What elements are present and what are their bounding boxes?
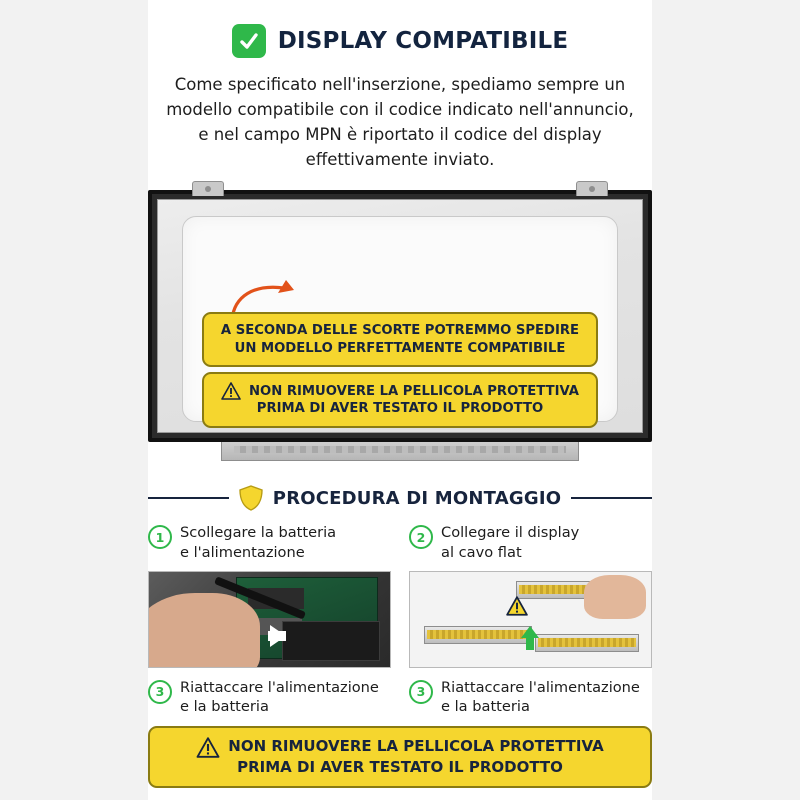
step-text-line-2: e la batteria bbox=[441, 698, 530, 716]
footer-warning-line-2: PRIMA DI AVER TESTATO IL PRODOTTO bbox=[237, 757, 563, 776]
warning-triangle-icon bbox=[221, 382, 241, 400]
lcd-panel-frame bbox=[148, 190, 652, 442]
step-number-badge: 2 bbox=[409, 525, 433, 549]
step-text bbox=[441, 523, 579, 562]
lcd-panel-surface bbox=[157, 199, 643, 433]
procedure-column-right bbox=[409, 523, 652, 717]
step-number-badge: 1 bbox=[148, 525, 172, 549]
footer-warning-row bbox=[158, 737, 642, 758]
green-check-icon bbox=[232, 24, 266, 58]
display-illustration bbox=[148, 190, 652, 461]
finger-graphic bbox=[584, 575, 647, 619]
step-text bbox=[180, 523, 336, 562]
battery-graphic bbox=[282, 621, 380, 661]
panel-mount-tab-right bbox=[576, 181, 608, 196]
procedure-title: PROCEDURA DI MONTAGGIO bbox=[272, 487, 562, 509]
procedure-rule-left bbox=[148, 497, 229, 499]
compatibility-notice-line-1: A SECONDA DELLE SCORTE POTREMMO SPEDIRE bbox=[220, 323, 580, 339]
insert-direction-arrow-icon bbox=[521, 626, 539, 638]
flat-cable-strip bbox=[427, 630, 529, 639]
step-text-line-1: Riattaccare l'alimentazione bbox=[441, 678, 640, 696]
warning-triangle-icon bbox=[506, 596, 528, 616]
procedure-column-left bbox=[148, 523, 391, 717]
procedure-steps bbox=[148, 523, 652, 717]
direction-arrow-icon bbox=[270, 625, 286, 647]
compatibility-notice-line-2: UN MODELLO PERFETTAMENTE COMPATIBILE bbox=[234, 340, 566, 356]
intro-line-2: modello compatibile con il codice indicato nell'annuncio, bbox=[166, 100, 634, 120]
header bbox=[148, 0, 652, 58]
warning-triangle-icon bbox=[196, 737, 220, 758]
step-text bbox=[180, 678, 379, 717]
step-text-line-1: Scollegare la batteria bbox=[180, 524, 337, 542]
step-number-badge: 3 bbox=[409, 680, 433, 704]
panel-bottom-bracket bbox=[221, 442, 579, 461]
step-text-line-2: e l'alimentazione bbox=[180, 544, 305, 561]
step-item bbox=[409, 678, 652, 717]
step-text-line-2: e la batteria bbox=[180, 698, 269, 716]
intro-paragraph bbox=[148, 72, 652, 172]
left-gray-band bbox=[0, 0, 148, 800]
right-gray-band bbox=[652, 0, 800, 800]
step-item bbox=[409, 523, 652, 562]
flat-cable-strip bbox=[538, 638, 635, 647]
step-item bbox=[148, 523, 391, 562]
protective-film-notice bbox=[202, 372, 598, 427]
flat-connector-left bbox=[424, 626, 532, 644]
intro-line-1: Come specificato nell'inserzione, spediamo sempre un bbox=[174, 75, 626, 94]
step-item bbox=[148, 678, 391, 717]
flat-connector-right bbox=[535, 634, 638, 652]
procedure-header bbox=[148, 485, 652, 511]
step-number-badge: 3 bbox=[148, 680, 172, 704]
intro-line-4: effettivamente inviato. bbox=[305, 150, 495, 170]
step-text-line-1: Riattaccare l'alimentazione bbox=[180, 678, 379, 696]
intro-line-3: e nel campo MPN è riportato il codice del display bbox=[198, 125, 602, 145]
photo-connect-flat-cable bbox=[409, 571, 652, 668]
step-text bbox=[441, 678, 640, 717]
step-text-line-2: al cavo flat bbox=[441, 544, 522, 561]
compatibility-notice bbox=[202, 312, 598, 367]
shield-icon bbox=[239, 485, 263, 511]
photo-disconnect-battery bbox=[148, 571, 391, 668]
page-title: DISPLAY COMPATIBILE bbox=[277, 28, 569, 54]
panel-mount-tab-left bbox=[192, 181, 224, 196]
footer-warning-banner bbox=[148, 726, 652, 789]
protective-film-notice-row bbox=[210, 382, 590, 400]
step-text-line-1: Collegare il display bbox=[441, 524, 580, 542]
procedure-rule-right bbox=[571, 497, 652, 499]
protective-film-notice-line-2: PRIMA DI AVER TESTATO IL PRODOTTO bbox=[256, 401, 544, 417]
content-column bbox=[148, 0, 652, 717]
footer-warning-line-1: NON RIMUOVERE LA PELLICOLA PROTETTIVA bbox=[228, 737, 604, 756]
hand-graphic bbox=[148, 593, 260, 668]
protective-film-notice-line-1: NON RIMUOVERE LA PELLICOLA PROTETTIVA bbox=[248, 383, 580, 399]
